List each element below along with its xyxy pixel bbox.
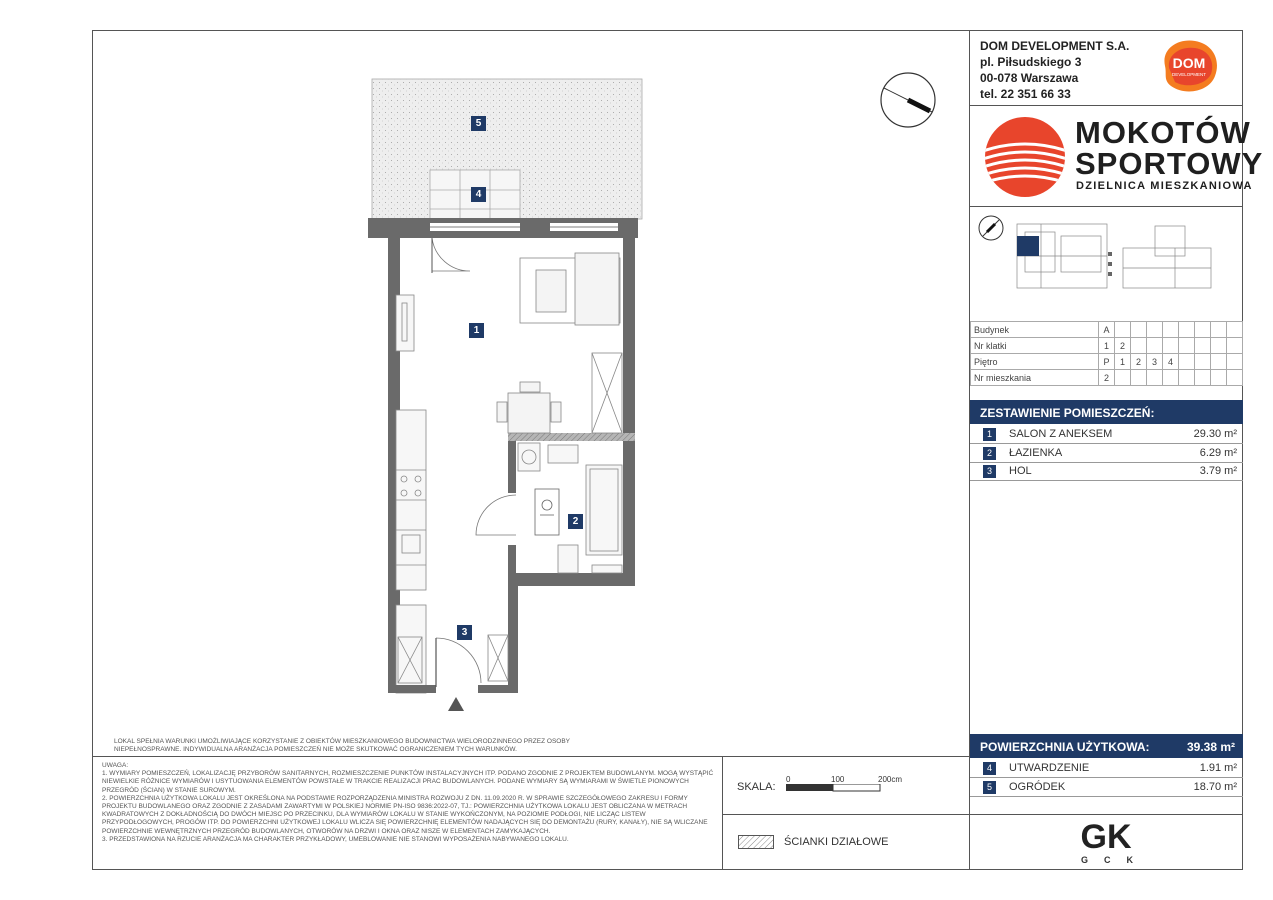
info-cell <box>1211 338 1227 354</box>
info-cell <box>1227 322 1243 338</box>
notes-block <box>102 762 714 844</box>
info-cell <box>1211 370 1227 386</box>
info-cell: A <box>1099 322 1115 338</box>
developer-name: DOM DEVELOPMENT S.A. <box>980 39 1130 53</box>
info-cell <box>1147 322 1163 338</box>
scale-tick: 100 <box>831 775 845 784</box>
info-cell <box>1195 322 1211 338</box>
info-cell <box>1163 370 1179 386</box>
legend-label: ŚCIANKI DZIAŁOWE <box>784 836 889 848</box>
site-key-plan <box>975 212 1240 316</box>
total-area-label: POWIERZCHNIA UŻYTKOWA: <box>980 740 1150 754</box>
table-row <box>971 370 1243 386</box>
svg-text:DOM: DOM <box>1172 55 1206 71</box>
project-title: MOKOTÓW SPORTOWY <box>1075 115 1264 181</box>
info-cell <box>1131 370 1147 386</box>
developer-address1: pl. Piłsudskiego 3 <box>980 55 1082 69</box>
scale-tick: 200cm <box>878 775 903 784</box>
info-cell <box>1195 354 1211 370</box>
rooms-header: ZESTAWIENIE POMIESZCZEŃ: <box>970 400 1243 424</box>
info-cell <box>1227 370 1243 386</box>
info-cell <box>1131 322 1147 338</box>
gck-text: GCK <box>1081 855 1149 865</box>
room-name: HOL <box>1009 465 1032 477</box>
accessibility-note: LOKAL SPEŁNIA WARUNKI UMOŻLIWIAJĄCE KORZYSTANIE Z OBIEKTÓW MIESZKANIOWEGO BUDOWNICTWA WIELORODZINNEGO PRZEZ OSOBY NIEPEŁNOSPRAWNE. INDYWIDUALNA ARANŻACJA POMIESZCZEŃ NIE MOŻE SKUTKOWAĆ OGRANICZENIEM TYCH WARUNKÓW. <box>114 738 570 754</box>
scale-bar <box>786 784 882 792</box>
info-cell <box>1179 322 1195 338</box>
info-cell <box>1179 354 1195 370</box>
info-cell <box>1131 338 1147 354</box>
room-area: 1.91 m² <box>1199 762 1237 774</box>
room-area: 29.30 m² <box>1193 428 1237 440</box>
room-name: UTWARDZENIE <box>1009 762 1090 774</box>
info-label: Nr klatki <box>971 338 1099 354</box>
kitchen-counter <box>396 295 426 693</box>
dining-table <box>497 382 561 433</box>
info-cell <box>1211 322 1227 338</box>
info-cell: 2 <box>1115 338 1131 354</box>
notes-title: UWAGA: <box>102 762 129 769</box>
note-item: 1. WYMIARY POMIESZCZEŃ, LOKALIZACJĘ PRZYBORÓW SANITARNYCH, ROZMIESZCZENIE PUNKTÓW INSTALACYJNYCH ITP. PODANO ZGODNIE Z PROJEKTEM BUDOWLANYM. MOGĄ WYSTĄPIĆ NIEWIELKIE RÓŻNICE WYMIARÓW I USYTUOWANIA ELEMENTÓW POWSTAŁE W TRAKCIE REALIZACJI PRAC BUDOWLANYCH. PODANE WYMIARY SĄ WYMIARAMI W ŚWIETLE PIONOWYCH PRZEGRÓD (ŚCIAN) W STANIE SUROWYM. <box>102 770 714 794</box>
mokotow-sportowy-logo-mark <box>983 115 1067 199</box>
scale-tick: 0 <box>786 775 791 784</box>
sidebar-divider-dev <box>969 105 1243 106</box>
partition-wall-legend-swatch <box>738 835 774 849</box>
info-cell: 1 <box>1115 354 1131 370</box>
plan-tag-terrace: 4 <box>471 187 486 202</box>
scale-divider <box>722 814 970 815</box>
room-name: ŁAZIENKA <box>1009 447 1063 459</box>
plan-tag-hall: 3 <box>457 625 472 640</box>
developer-phone: tel. 22 351 66 33 <box>980 87 1071 101</box>
note-item: 3. PRZEDSTAWIONA NA RZUCIE ARANŻACJA MA CHARAKTER PRZYKŁADOWY, UMEBLOWANIE NIE STANOWI WYPOSAŻENIA NABYWANEGO LOKALU. <box>102 835 569 843</box>
info-cell <box>1211 354 1227 370</box>
info-cell <box>1195 338 1211 354</box>
scale-label: SKALA: <box>737 781 776 793</box>
info-cell <box>1115 370 1131 386</box>
info-cell: 2 <box>1131 354 1147 370</box>
info-cell <box>1227 338 1243 354</box>
table-row <box>971 354 1243 370</box>
developer-info <box>980 38 1129 102</box>
info-label: Budynek <box>971 322 1099 338</box>
room-number: 2 <box>983 447 996 460</box>
furniture-living <box>520 253 620 325</box>
info-cell: P <box>1099 354 1115 370</box>
info-cell <box>1179 338 1195 354</box>
dom-development-logo <box>1157 38 1221 94</box>
gck-divider <box>969 814 1243 815</box>
table-row <box>971 322 1243 338</box>
developer-address2: 00-078 Warszawa <box>980 71 1079 85</box>
wardrobe <box>592 353 622 433</box>
floor-plan <box>360 75 650 715</box>
info-cell: 2 <box>1099 370 1115 386</box>
room-area: 6.29 m² <box>1199 447 1237 459</box>
room-row <box>970 425 1243 444</box>
apartment-info-table <box>970 321 1243 386</box>
info-cell <box>1179 370 1195 386</box>
info-cell <box>1163 338 1179 354</box>
entrance-arrow-icon <box>448 697 464 711</box>
entry-cabinet <box>488 635 508 681</box>
info-cell <box>1195 370 1211 386</box>
info-cell: 4 <box>1163 354 1179 370</box>
info-label: Nr mieszkania <box>971 370 1099 386</box>
notes-divider <box>722 756 723 870</box>
svg-text:DEVELOPMENT: DEVELOPMENT <box>1171 72 1207 77</box>
wheelchair-icon <box>535 489 559 535</box>
room-area: 18.70 m² <box>1193 781 1237 793</box>
project-subtitle: DZIELNICA MIESZKANIOWA <box>1076 180 1253 192</box>
info-cell <box>1115 322 1131 338</box>
info-cell <box>1227 354 1243 370</box>
svg-text:GK: GK <box>1080 818 1132 854</box>
bathroom-fixtures <box>518 443 622 573</box>
room-row <box>970 444 1243 463</box>
info-cell <box>1147 338 1163 354</box>
room-number: 1 <box>983 428 996 441</box>
total-area-value: 39.38 m² <box>1186 740 1235 754</box>
room-number: 4 <box>983 762 996 775</box>
room-row <box>970 462 1243 481</box>
info-cell <box>1147 370 1163 386</box>
info-cell: 3 <box>1147 354 1163 370</box>
sidebar-divider-logo <box>969 206 1243 207</box>
extra-row <box>970 759 1243 778</box>
info-cell <box>1163 322 1179 338</box>
total-area-bar <box>970 734 1243 758</box>
room-area: 3.79 m² <box>1199 465 1237 477</box>
table-row <box>971 338 1243 354</box>
bottom-divider <box>92 756 970 757</box>
note-item: 2. POWIERZCHNIA UŻYTKOWA LOKALU JEST OKREŚLONA NA PODSTAWIE ROZPORZĄDZENIA MINISTRA ROZWOJU Z DN. 11.09.2020 R. W SPRAWIE SZCZEGÓŁOWEGO ZAKRESU I FORMY PROJEKTU BUDOWLANEGO ORAZ ZGODNIE Z ZASADAMI ZAWARTYMI W POLSKIEJ NORMIE PN-ISO 9836:2022-07, TJ.: POWIERZCHNIA UŻYTKOWA LOKALU JEST OBLICZANA W METRACH KWADRATOWYCH Z DOKŁADNOŚCIĄ DO DWÓCH MIEJSC PO PRZECINKU, DLA WYMIARÓW LOKALU W STANIE WYKOŃCZONYM, NA POZIOMIE PODŁOGI, NIE LICZĄC LISTEW PRZYPODŁOGOWYCH, PROGÓW ITP. DO POWIERZCHNI UŻYTKOWEJ LOKALU WLICZA SIĘ POWIERZCHNIĘ ELEMENTÓW NADAJĄCYCH SIĘ DO DEMONTAŻU (RURY, KANAŁY), NIE SĄ WLICZANE POWIERZCHNIE WEWNĘTRZNYCH PRZEGRÓD BUDOWLANYCH, OTWORÓW NA DRZWI I OKNA ORAZ NISZE W ELEMENTACH ZAMYKAJĄCYCH. <box>102 794 708 835</box>
info-label: Piętro <box>971 354 1099 370</box>
room-name: OGRÓDEK <box>1009 781 1066 793</box>
plan-tag-bathroom: 2 <box>568 514 583 529</box>
plan-tag-garden: 5 <box>471 116 486 131</box>
room-number: 5 <box>983 781 996 794</box>
extra-row <box>970 778 1243 797</box>
room-number: 3 <box>983 465 996 478</box>
compass-icon <box>878 70 938 130</box>
gck-logo <box>1080 818 1132 854</box>
room-name: SALON Z ANEKSEM <box>1009 428 1113 440</box>
info-cell: 1 <box>1099 338 1115 354</box>
plan-tag-living: 1 <box>469 323 484 338</box>
